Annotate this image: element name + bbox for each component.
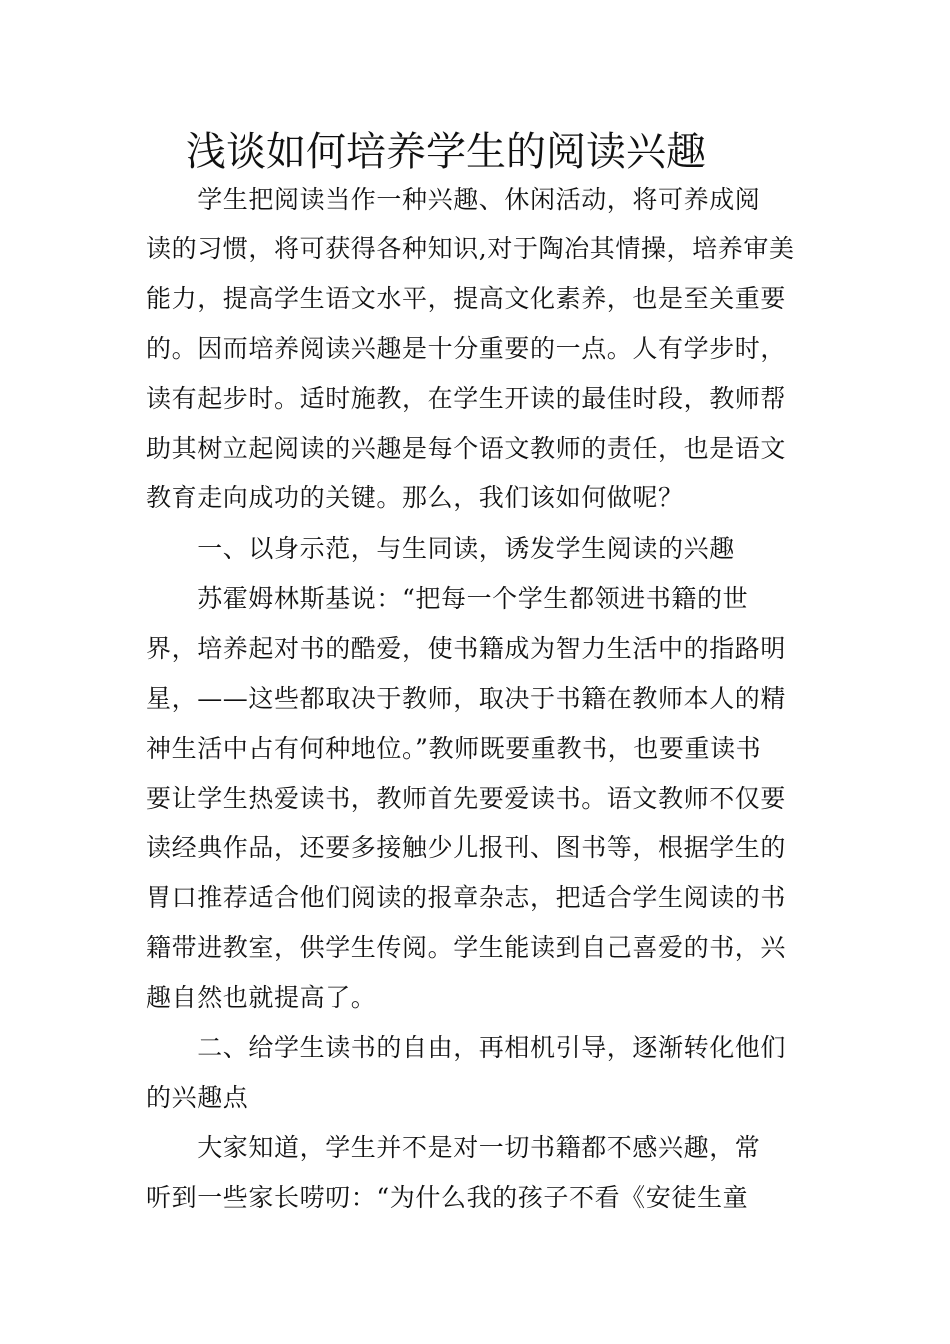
body-line: 的。因而培养阅读兴趣是十分重要的一点。人有学步时， — [146, 334, 787, 363]
body-line: 星，——这些都取决于教师，取决于书籍在教师本人的精 — [146, 684, 787, 713]
body-line: 听到一些家长唠叨：“为什么我的孩子不看《安徒生童 — [146, 1183, 749, 1212]
body-line: 苏霍姆林斯基说：“把每一个学生都领进书籍的世 — [146, 584, 749, 613]
body-line: 读有起步时。适时施教，在学生开读的最佳时段，教师帮 — [146, 384, 787, 413]
body-line: 学生把阅读当作一种兴趣、休闲活动，将可养成阅 — [146, 185, 761, 214]
body-line: 要让学生热爱读书，教师首先要爱读书。语文教师不仅要 — [146, 784, 787, 813]
section-heading-2-cont: 的兴趣点 — [146, 1083, 249, 1112]
section-heading-1: 一、以身示范，与生同读，诱发学生阅读的兴趣 — [146, 534, 735, 563]
body-line: 界，培养起对书的酷爱，使书籍成为智力生活中的指路明 — [146, 634, 787, 663]
body-line: 趣自然也就提高了。 — [146, 983, 377, 1012]
body-line: 胃口推荐适合他们阅读的报章杂志，把适合学生阅读的书 — [146, 883, 787, 912]
section-heading-2: 二、给学生读书的自由，再相机引导，逐渐转化他们 — [146, 1033, 787, 1062]
body-line: 读的习惯，将可获得各种知识,对于陶冶其情操，培养审美 — [146, 234, 795, 263]
body-line: 大家知道，学生并不是对一切书籍都不感兴趣，常 — [146, 1133, 761, 1162]
body-line: 教育走向成功的关键。那么，我们该如何做呢？ — [146, 483, 684, 512]
body-line: 读经典作品，还要多接触少儿报刊、图书等，根据学生的 — [146, 833, 787, 862]
body-line: 籍带进教室，供学生传阅。学生能读到自己喜爱的书，兴 — [146, 933, 787, 962]
document-title: 浅谈如何培养学生的阅读兴趣 — [186, 129, 706, 175]
body-line: 助其树立起阅读的兴趣是每个语文教师的责任，也是语文 — [146, 434, 787, 463]
body-line: 神生活中占有何种地位。”教师既要重教书，也要重读书 — [146, 734, 762, 763]
body-line: 能力，提高学生语文水平，提高文化素养，也是至关重要 — [146, 284, 787, 313]
